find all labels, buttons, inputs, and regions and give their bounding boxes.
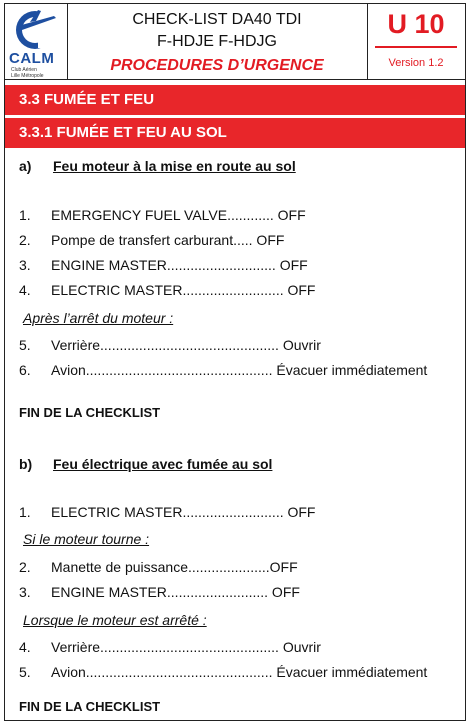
list-item: 5. Avion................................................ Évacuer immédiatement [19, 664, 428, 680]
list-item: 6. Avion................................................ Évacuer immédiatement [19, 362, 428, 378]
procedure-type: PROCEDURES D’URGENCE [110, 57, 324, 74]
procedure-code: U 10 [387, 9, 445, 39]
section-a-label: a) [19, 158, 32, 174]
list-item: 2. Pompe de transfert carburant..... OFF [19, 232, 285, 248]
list-item: 3. ENGINE MASTER............................ OFF [19, 257, 308, 273]
note-moteur-arrete: Lorsque le moteur est arrêté : [23, 612, 207, 628]
section-a-title: Feu moteur à la mise en route au sol [53, 158, 296, 174]
end-of-checklist-a: FIN DE LA CHECKLIST [19, 405, 161, 420]
checklist-title: CHECK-LIST DA40 TDI [132, 11, 302, 28]
note-apres-arret: Après l’arrêt du moteur : [23, 310, 174, 326]
aircraft-registrations: F-HDJE F-HDJG [157, 33, 277, 50]
logo-subtitle: Club Aérien Lille Métropole [11, 67, 44, 79]
list-item: 2. Manette de puissance.....................OFF [19, 559, 298, 575]
list-item: 4. Verrière.............................................. Ouvrir [19, 639, 321, 655]
section-a-heading [19, 158, 296, 174]
checklist-page [4, 3, 466, 721]
list-item: 1. ELECTRIC MASTER.......................... OFF [19, 504, 316, 520]
page-header [5, 4, 465, 80]
title-block [67, 4, 368, 79]
logo-text: CALM [9, 50, 55, 67]
section-b-label: b) [19, 456, 33, 472]
section-band-fumee-feu-sol: 3.3.1 FUMÉE ET FEU AU SOL [5, 118, 465, 148]
list-item: 3. ENGINE MASTER.......................... OFF [19, 584, 300, 600]
version-label: Version 1.2 [388, 57, 444, 69]
plane-logo-icon [8, 8, 62, 50]
section-b-heading [19, 456, 272, 472]
section-b-title: Feu électrique avec fumée au sol [53, 456, 273, 472]
end-of-checklist-b: FIN DE LA CHECKLIST [19, 699, 161, 714]
logo [5, 4, 68, 79]
code-divider [375, 46, 457, 48]
section-band-fumee-feu: 3.3 FUMÉE ET FEU [5, 85, 465, 115]
code-block [367, 4, 465, 79]
list-item: 1. EMERGENCY FUEL VALVE............ OFF [19, 207, 306, 223]
list-item: 5. Verrière.............................................. Ouvrir [19, 337, 321, 353]
list-item: 4. ELECTRIC MASTER.......................... OFF [19, 282, 316, 298]
note-moteur-tourne: Si le moteur tourne : [23, 531, 150, 547]
